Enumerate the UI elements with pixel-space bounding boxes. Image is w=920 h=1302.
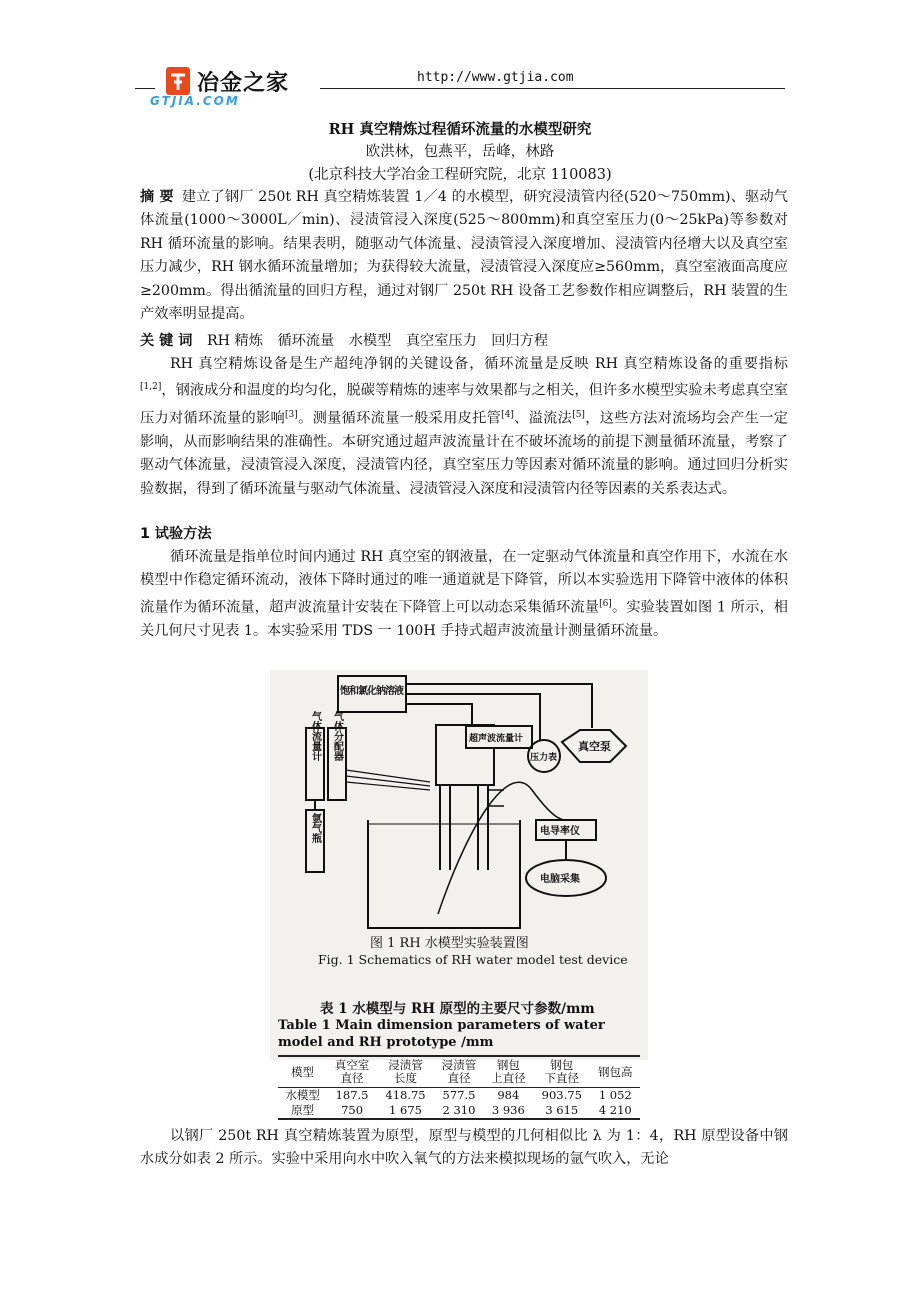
table-cell: 418.75 (385, 1088, 426, 1102)
argon-label: 氩气瓶 (309, 813, 321, 843)
intro-text-5: ，这些方法对流场均会产生一定影响，从而影响结果的准确性。本研究通过超声波流量计在不破坏流场的前提下测量循环流量，考察了驱动气体流量，浸渍管浸入深度，浸渍管内径，真空室压力等因素对循环流量的影响。通过回归分析实验数据，得到了循环流量与驱动气体流量、浸渍管浸入深度和浸渍管内径等因素的关系表达式。 (140, 410, 788, 497)
pipe-top-3 (406, 704, 472, 725)
snorkel-left (440, 785, 450, 870)
figure-caption-en: Fig. 1 Schematics of RH water model test device (318, 952, 628, 967)
snorkel-right (478, 785, 488, 870)
section1-text-1: 循环流量是指单位时间内通过 RH 真空室的钢液量，在一定驱动气体流量和真空作用下，水流在水模型中作稳定循环流动，液体下降时通过的唯一通道就是下降管，所以本实验选用下降管中液体的体积流量作为循环流量，超声波流量计安装在下降管上可以动态采集循环流量 (140, 549, 788, 616)
gas-meter-label: 气体流量计 (309, 711, 321, 761)
intro-text-4: 、溢流法 (513, 410, 573, 427)
abstract-label: 摘 要 (140, 189, 174, 205)
header-url[interactable]: http://www.gtjia.com (417, 70, 574, 85)
paper-authors: 欧洪林，包燕平，岳峰，林路 (365, 144, 555, 160)
table-cell: 984 (497, 1088, 520, 1102)
abstract (140, 186, 788, 326)
table-title-en: Table 1 Main dimension parameters of water model and RH prototype /mm (278, 1018, 605, 1050)
citation: [5] (572, 409, 585, 420)
keyword: 回归方程 (491, 333, 549, 349)
table-cell: 750 (327, 1103, 376, 1119)
gas-lines (346, 770, 430, 790)
table-cell: 1 052 (598, 1088, 632, 1102)
logo-text: 冶金之家 (197, 71, 290, 96)
ladle (368, 820, 520, 928)
closing-paragraph: 以钢厂 250t RH 真空精炼装置为原型，原型与模型的几何相似比 λ 为 1：4，RH 原型设备中钢水成分如表 2 所示。实验中采用向水中吹入氧气的方法来模拟现场的氩气吹入，无论 (140, 1128, 788, 1168)
table-cell: 577.5 (442, 1088, 476, 1102)
keyword: RH 精炼 (206, 333, 263, 349)
pipe-top-1 (406, 684, 592, 728)
intro-text-3: 。测量循环流量一般采用皮托管 (297, 410, 502, 427)
table-title-cn: 表 1 水模型与 RH 原型的主要尺寸参数/mm (320, 1001, 595, 1017)
paper-affiliation: (北京科技大学冶金工程研究院，北京 110083) (308, 167, 612, 183)
nacl-label: 饱和氯化钠溶液 (340, 686, 404, 697)
conductivity-label: 电导率仪 (540, 826, 580, 837)
table-cell: 原型 (278, 1103, 327, 1119)
keyword: 真空室压力 (405, 333, 477, 349)
citation: [6] (599, 598, 612, 609)
vacuum-label: 真空泵 (578, 740, 611, 753)
intro-text-1: RH 真空精炼设备是生产超纯净钢的关键设备，循环流量是反映 RH 真空精炼设备的重要指标 (170, 356, 788, 372)
citation: [4] (501, 409, 514, 420)
logo-icon (165, 66, 191, 96)
ultrasonic-label: 超声波流量计 (469, 734, 524, 744)
paper-title: RH 真空精炼过程循环流量的水模型研究 (328, 121, 592, 138)
keywords-label: 关 键 词 (140, 333, 193, 349)
table-header: 真空室 直径 (327, 1056, 376, 1088)
table-header: 浸渍管 长度 (377, 1056, 435, 1088)
table-row (278, 1088, 640, 1104)
section1-text-2: 。实验装置如图 1 所示，相关几何尺寸见表 1。本实验采用 TDS 一 100H 手持式超声波流量计测量循环流量。 (140, 599, 788, 639)
table-cell: 1 675 (377, 1103, 435, 1119)
table-header: 钢包 上直径 (484, 1056, 533, 1088)
table-header: 浸渍管 直径 (434, 1056, 483, 1088)
intro-text-2: ，钢液成分和温度的均匀化，脱碳等精炼的速率与效果都与之相关，但许多水模型实验未考虑真空室压力对循环流量的影响 (140, 383, 788, 427)
computer-label: 电脑采集 (540, 874, 580, 885)
section-heading: 1 试验方法 (140, 526, 212, 542)
citation: [1,2] (140, 382, 162, 393)
abstract-text: 建立了钢厂 250t RH 真空精炼装置 1／4 的水模型，研究浸渍管内径(520～750mm)、驱动气体流量(1000～3000L／min)、浸渍管浸入深度(525～800mm)和真空室压力(0～25kPa)等参数对 RH 循环流量的影响。结果表明，随驱动气体流量、浸渍管浸入深度增加、浸渍管内径增大以及真空室压力减少，RH 钢水循环流量增加；为获得较大流量，浸渍管浸入深度应≥560mm，真空室液面高度应≥200mm。得出循流量的回归方程，通过对钢厂 250t RH 设备工艺参数作相应调整后，RH 装置的生产效率明显提高。 (140, 189, 788, 323)
keywords (140, 330, 788, 350)
page-header (135, 58, 785, 108)
header-rule (320, 88, 785, 89)
figure-caption-cn: 图 1 RH 水模型实验装置图 (370, 936, 529, 951)
table-header: 钢包高 (591, 1056, 640, 1088)
gas-dist-label: 气体分配器 (331, 711, 343, 761)
table-header: 模型 (278, 1056, 327, 1088)
table-header-row (278, 1056, 640, 1088)
table-cell: 4 210 (591, 1103, 640, 1119)
pressure-label: 压力表 (530, 753, 558, 763)
table-header: 钢包 下直径 (533, 1056, 591, 1088)
logo-subtext: GTJIA.COM (150, 94, 240, 108)
table-cell: 3 936 (484, 1103, 533, 1119)
table-cell: 2 310 (434, 1103, 483, 1119)
dimension-table (278, 1055, 640, 1120)
table-cell: 水模型 (285, 1088, 320, 1102)
table-row (278, 1103, 640, 1119)
section1-paragraph (140, 546, 788, 643)
header-rule-left (135, 88, 155, 89)
table-cell: 187.5 (335, 1088, 369, 1102)
citation: [3] (285, 409, 298, 420)
keyword: 水模型 (348, 333, 392, 349)
keyword: 循环流量 (277, 333, 335, 349)
table-cell: 903.75 (541, 1088, 582, 1102)
table-cell: 3 615 (533, 1103, 591, 1119)
intro-paragraph (140, 353, 788, 501)
apparatus-diagram (270, 670, 648, 930)
